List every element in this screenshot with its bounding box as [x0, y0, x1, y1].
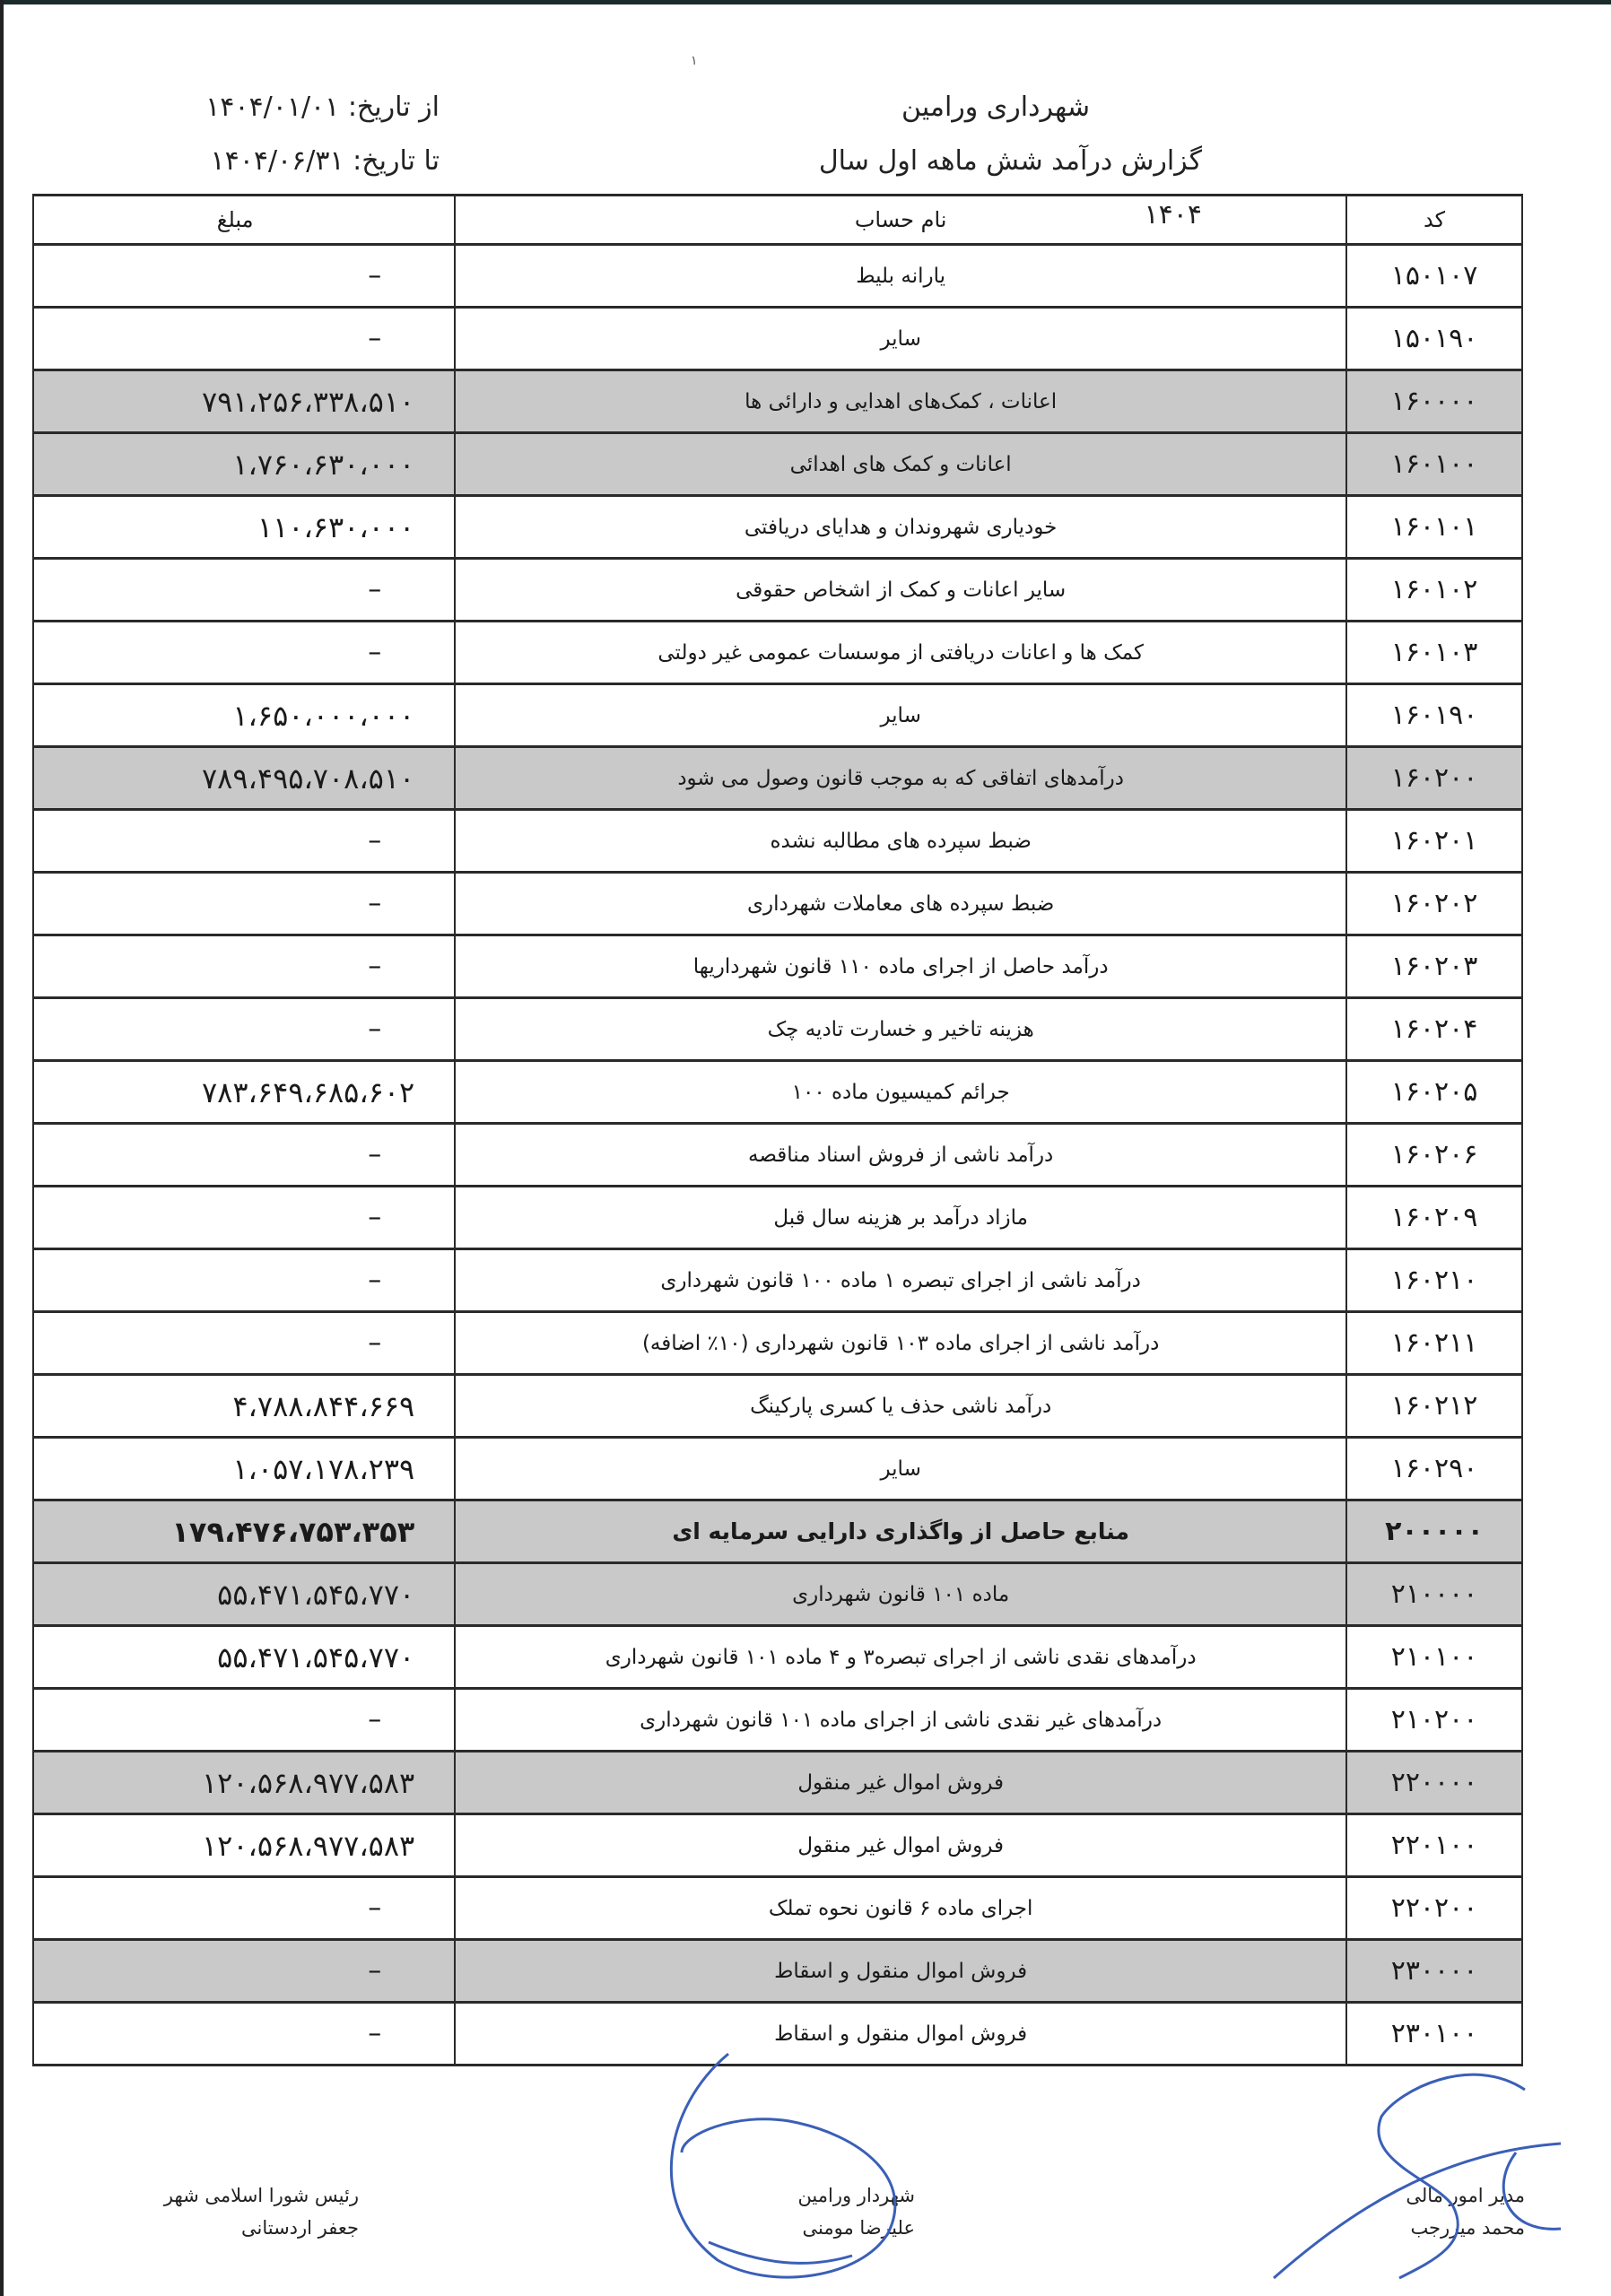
empty-amount-dash: –	[368, 1013, 383, 1045]
amount-value: ۷۸۳،۶۴۹،۶۸۵،۶۰۲	[201, 1074, 415, 1109]
from-date-label: از تاریخ:	[347, 91, 440, 123]
account-name-cell: مازاد درآمد بر هزینه سال قبل	[455, 1187, 1346, 1249]
column-header-account-name: نام حساب	[455, 196, 1346, 245]
empty-amount-dash: –	[368, 323, 383, 354]
empty-amount-dash: –	[368, 825, 383, 857]
empty-amount-dash: –	[368, 1892, 383, 1924]
account-name-cell: درآمدهای اتفاقی که به موجب قانون وصول می شود	[455, 747, 1346, 810]
account-code-cell: ۱۶۰۲۱۱	[1346, 1312, 1522, 1375]
account-code-cell: ۲۳۰۰۰۰	[1346, 1940, 1522, 2003]
account-name-cell: درآمد ناشی از اجرای تبصره ۱ ماده ۱۰۰ قانون شهرداری	[455, 1249, 1346, 1312]
table-row	[33, 810, 1522, 873]
council-chair-name: جعفر اردستانی	[240, 2217, 359, 2239]
empty-amount-dash: –	[368, 1265, 383, 1296]
account-name-cell: ضبط سپرده های مطالبه نشده	[455, 810, 1346, 873]
table-row	[33, 2003, 1522, 2066]
amount-cell	[33, 559, 455, 622]
account-name-cell: سایر	[455, 308, 1346, 370]
amount-cell	[33, 308, 455, 370]
account-code-cell: ۱۶۰۱۰۰	[1346, 433, 1522, 496]
table-row	[33, 1375, 1522, 1438]
amount-cell	[33, 935, 455, 998]
account-code-cell: ۱۶۰۲۰۶	[1346, 1124, 1522, 1187]
account-code-cell: ۲۲۰۰۰۰	[1346, 1752, 1522, 1814]
account-name-cell: فروش اموال منقول و اسقاط	[455, 1940, 1346, 2003]
table-row	[33, 1752, 1522, 1814]
table-row	[33, 496, 1522, 559]
column-header-code: کد	[1346, 196, 1522, 245]
table-row	[33, 433, 1522, 496]
amount-value: ۱۱۰،۶۳۰،۰۰۰	[257, 509, 415, 544]
account-code-cell: ۱۶۰۲۱۰	[1346, 1249, 1522, 1312]
account-code-cell: ۱۶۰۰۰۰	[1346, 370, 1522, 433]
account-name-cell: فروش اموال غیر منقول	[455, 1752, 1346, 1814]
amount-value: ۴،۷۸۸،۸۴۴،۶۶۹	[232, 1388, 415, 1423]
account-code-cell: ۲۲۰۱۰۰	[1346, 1814, 1522, 1877]
account-name-cell: ماده ۱۰۱ قانون شهرداری	[455, 1563, 1346, 1626]
amount-cell	[33, 1061, 455, 1124]
account-code-cell: ۱۶۰۲۰۲	[1346, 873, 1522, 935]
account-code-cell: ۱۵۰۱۹۰	[1346, 308, 1522, 370]
amount-cell	[33, 1689, 455, 1752]
account-code-cell: ۱۶۰۲۱۲	[1346, 1375, 1522, 1438]
amount-cell	[33, 1124, 455, 1187]
account-name-cell: جرائم کمیسیون ماده ۱۰۰	[455, 1061, 1346, 1124]
table-row	[33, 1438, 1522, 1500]
account-code-cell: ۱۶۰۱۰۱	[1346, 496, 1522, 559]
account-code-cell: ۱۶۰۱۹۰	[1346, 684, 1522, 747]
amount-value: ۱،۷۶۰،۶۳۰،۰۰۰	[232, 447, 415, 482]
scan-border-top	[0, 0, 1611, 4]
account-code-cell: ۱۵۰۱۰۷	[1346, 245, 1522, 308]
empty-amount-dash: –	[368, 574, 383, 605]
empty-amount-dash: –	[368, 2018, 383, 2049]
amount-cell	[33, 496, 455, 559]
to-date: ۱۴۰۴/۰۶/۳۱	[210, 145, 344, 177]
empty-amount-dash: –	[368, 260, 383, 291]
empty-amount-dash: –	[368, 951, 383, 982]
signature-mayor	[709, 2179, 915, 2244]
mayor-name: علیرضا مومنی	[802, 2217, 915, 2239]
amount-cell	[33, 1500, 455, 1563]
column-header-amount: مبلغ	[33, 196, 455, 245]
table-row	[33, 998, 1522, 1061]
account-name-cell: هزینه تاخیر و خسارت تادیه چک	[455, 998, 1346, 1061]
empty-amount-dash: –	[368, 888, 383, 919]
account-name-cell: کمک ها و اعانات دریافتی از موسسات عمومی غیر دولتی	[455, 622, 1346, 684]
amount-cell	[33, 1438, 455, 1500]
report-title: گزارش درآمد شش ماهه اول سال ۱۴۰۴	[818, 145, 1202, 230]
table-row	[33, 1249, 1522, 1312]
account-name-cell: یارانه بلیط	[455, 245, 1346, 308]
empty-amount-dash: –	[368, 1202, 383, 1233]
account-code-cell: ۱۶۰۱۰۲	[1346, 559, 1522, 622]
amount-cell	[33, 245, 455, 308]
table-row	[33, 1124, 1522, 1187]
table-row	[33, 622, 1522, 684]
signature-block	[0, 2179, 1611, 2296]
to-date-line	[152, 135, 440, 188]
account-code-cell: ۲۱۰۲۰۰	[1346, 1689, 1522, 1752]
account-name-cell: منابع حاصل از واگذاری دارایی سرمایه ای	[455, 1500, 1346, 1563]
amount-cell	[33, 433, 455, 496]
amount-cell	[33, 1375, 455, 1438]
table-row	[33, 935, 1522, 998]
account-name-cell: درآمد حاصل از اجرای ماده ۱۱۰ قانون شهرداریها	[455, 935, 1346, 998]
table-body	[33, 245, 1522, 2066]
account-code-cell: ۱۶۰۲۰۴	[1346, 998, 1522, 1061]
table-row	[33, 1187, 1522, 1249]
table-row	[33, 1877, 1522, 1940]
amount-cell	[33, 1814, 455, 1877]
scan-border-left	[0, 0, 4, 2296]
empty-amount-dash: –	[368, 1704, 383, 1735]
signature-finance-manager	[1328, 2179, 1525, 2244]
amount-cell	[33, 370, 455, 433]
table-row	[33, 684, 1522, 747]
table-row	[33, 559, 1522, 622]
account-name-cell: سایر اعانات و کمک از اشخاص حقوقی	[455, 559, 1346, 622]
table-header-row	[33, 196, 1522, 245]
mayor-title: شهردار ورامین	[797, 2185, 915, 2206]
table-row	[33, 1689, 1522, 1752]
table-row	[33, 1626, 1522, 1689]
account-code-cell: ۲۱۰۱۰۰	[1346, 1626, 1522, 1689]
account-code-cell: ۱۶۰۲۰۹	[1346, 1187, 1522, 1249]
table-row	[33, 1061, 1522, 1124]
amount-value: ۷۹۱،۲۵۶،۳۳۸،۵۱۰	[201, 384, 415, 419]
account-name-cell: فروش اموال غیر منقول	[455, 1814, 1346, 1877]
account-name-cell: سایر	[455, 1438, 1346, 1500]
account-name-cell: فروش اموال منقول و اسقاط	[455, 2003, 1346, 2066]
organization-name: شهرداری ورامین	[901, 91, 1090, 123]
account-code-cell: ۱۶۰۲۰۳	[1346, 935, 1522, 998]
amount-cell	[33, 810, 455, 873]
amount-value: ۱۲۰،۵۶۸،۹۷۷،۵۸۳	[201, 1828, 415, 1863]
amount-cell	[33, 998, 455, 1061]
account-code-cell: ۱۶۰۱۰۳	[1346, 622, 1522, 684]
signature-council-chair	[144, 2179, 359, 2244]
account-name-cell: درآمدهای غیر نقدی ناشی از اجرای ماده ۱۰۱ قانون شهرداری	[455, 1689, 1346, 1752]
table-row	[33, 245, 1522, 308]
amount-value: ۱،۶۵۰،۰۰۰،۰۰۰	[232, 698, 415, 733]
amount-cell	[33, 747, 455, 810]
empty-amount-dash: –	[368, 637, 383, 668]
account-code-cell: ۲۰۰۰۰۰	[1346, 1500, 1522, 1563]
amount-value: ۱۷۹،۴۷۶،۷۵۳،۳۵۳	[171, 1514, 415, 1549]
account-code-cell: ۲۳۰۱۰۰	[1346, 2003, 1522, 2066]
account-name-cell: اعانات و کمک های اهدائی	[455, 433, 1346, 496]
finance-manager-name: محمد میررجب	[1410, 2217, 1525, 2239]
amount-cell	[33, 1249, 455, 1312]
table-row	[33, 308, 1522, 370]
table-row	[33, 747, 1522, 810]
table-row	[33, 1814, 1522, 1877]
account-name-cell: خودیاری شهروندان و هدایای دریافتی	[455, 496, 1346, 559]
council-chair-title: رئیس شورا اسلامی شهر	[163, 2185, 359, 2206]
amount-value: ۵۵،۴۷۱،۵۴۵،۷۷۰	[217, 1577, 415, 1612]
table-row	[33, 370, 1522, 433]
account-code-cell: ۱۶۰۲۰۵	[1346, 1061, 1522, 1124]
amount-cell	[33, 2003, 455, 2066]
amount-cell	[33, 1752, 455, 1814]
account-name-cell: سایر	[455, 684, 1346, 747]
account-code-cell: ۱۶۰۲۰۰	[1346, 747, 1522, 810]
account-name-cell: اجرای ماده ۶ قانون نحوه تملک	[455, 1877, 1346, 1940]
table-row	[33, 1940, 1522, 2003]
page-mark: ۱	[691, 54, 698, 68]
amount-value: ۱۲۰،۵۶۸،۹۷۷،۵۸۳	[201, 1765, 415, 1800]
empty-amount-dash: –	[368, 1139, 383, 1170]
table-row	[33, 873, 1522, 935]
date-range	[152, 81, 440, 188]
account-name-cell: درآمد ناشی از اجرای ماده ۱۰۳ قانون شهرداری (۱۰٪ اضافه)	[455, 1312, 1346, 1375]
account-name-cell: ضبط سپرده های معاملات شهرداری	[455, 873, 1346, 935]
empty-amount-dash: –	[368, 1955, 383, 1987]
amount-cell	[33, 684, 455, 747]
amount-cell	[33, 1187, 455, 1249]
account-code-cell: ۱۶۰۲۹۰	[1346, 1438, 1522, 1500]
account-name-cell: درآمدهای نقدی ناشی از اجرای تبصره۳ و ۴ ماده ۱۰۱ قانون شهرداری	[455, 1626, 1346, 1689]
amount-cell	[33, 1312, 455, 1375]
finance-manager-title: مدیر امور مالی	[1406, 2185, 1525, 2206]
empty-amount-dash: –	[368, 1327, 383, 1359]
amount-value: ۵۵،۴۷۱،۵۴۵،۷۷۰	[217, 1639, 415, 1674]
table-row	[33, 1500, 1522, 1563]
account-name-cell: درآمد ناشی حذف یا کسری پارکینگ	[455, 1375, 1346, 1438]
account-code-cell: ۱۶۰۲۰۱	[1346, 810, 1522, 873]
from-date: ۱۴۰۴/۰۱/۰۱	[205, 91, 340, 123]
account-code-cell: ۲۱۰۰۰۰	[1346, 1563, 1522, 1626]
table-row	[33, 1563, 1522, 1626]
table-row	[33, 1312, 1522, 1375]
amount-value: ۱،۰۵۷،۱۷۸،۲۳۹	[232, 1451, 415, 1486]
amount-cell	[33, 1940, 455, 2003]
account-code-cell: ۲۲۰۲۰۰	[1346, 1877, 1522, 1940]
amount-cell	[33, 873, 455, 935]
amount-value: ۷۸۹،۴۹۵،۷۰۸،۵۱۰	[201, 761, 415, 796]
amount-cell	[33, 1626, 455, 1689]
from-date-line	[152, 81, 440, 135]
account-name-cell: اعانات ، کمک‌های اهدایی و دارائی ها	[455, 370, 1346, 433]
amount-cell	[33, 1877, 455, 1940]
to-date-label: تا تاریخ:	[353, 145, 440, 177]
income-report-table	[32, 194, 1523, 2066]
account-name-cell: درآمد ناشی از فروش اسناد مناقصه	[455, 1124, 1346, 1187]
amount-cell	[33, 622, 455, 684]
amount-cell	[33, 1563, 455, 1626]
